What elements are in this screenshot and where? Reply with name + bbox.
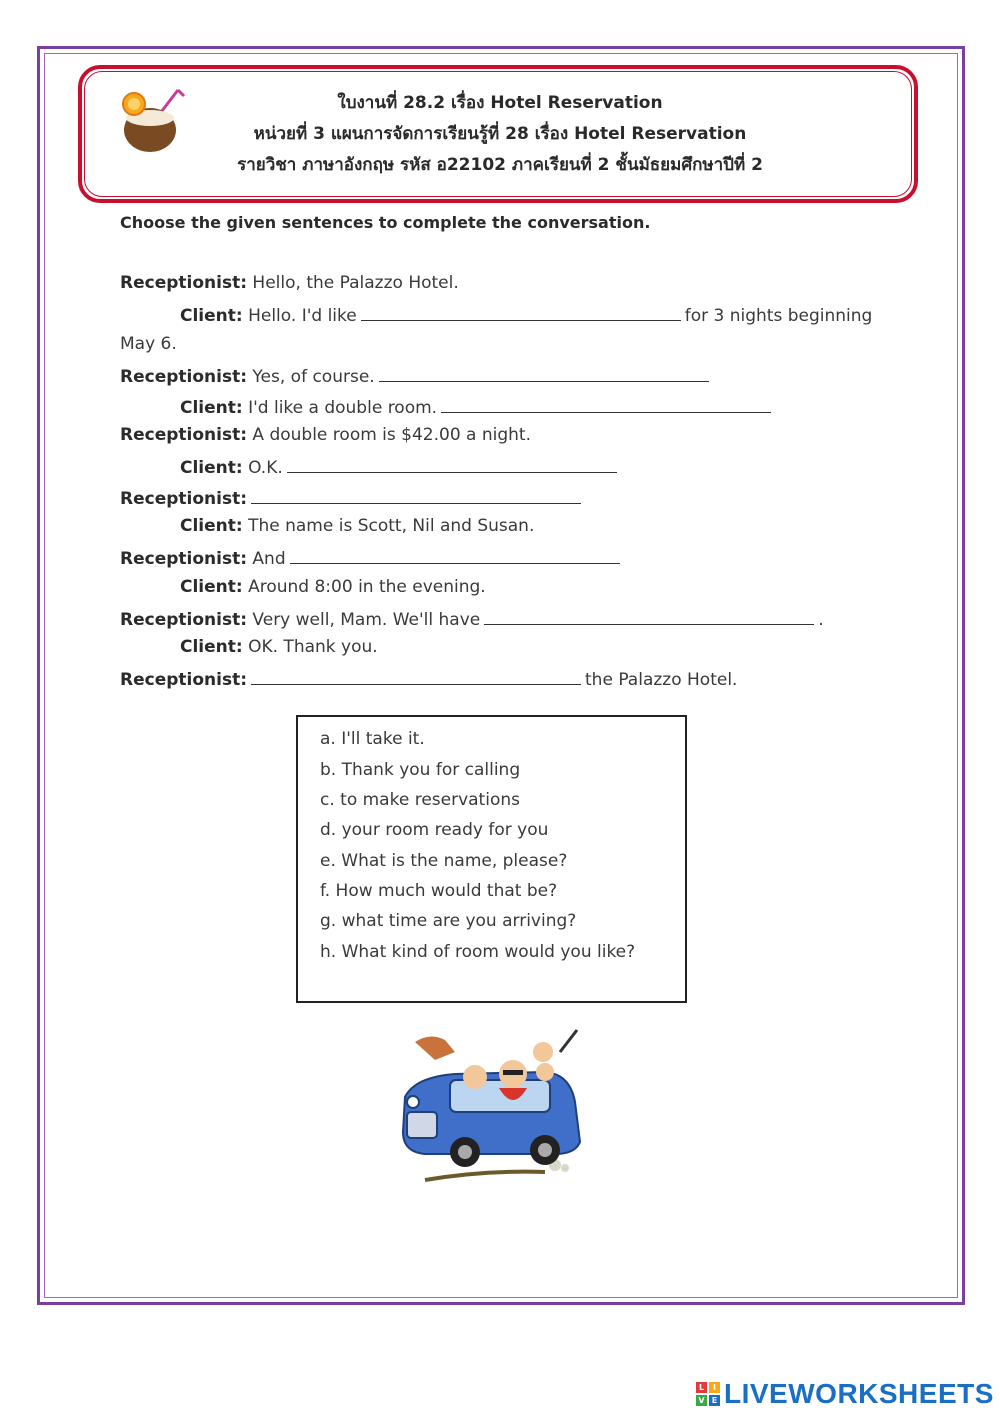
dialogue-text: Hello, the Palazzo Hotel. <box>252 273 459 293</box>
dialogue-line-2 <box>180 303 872 326</box>
answer-blank[interactable] <box>251 667 581 685</box>
speaker: Client: <box>180 398 243 418</box>
option-g: g. what time are you arriving? <box>320 911 577 931</box>
speaker: Receptionist: <box>120 549 248 569</box>
logo-text: LIVEWORKSHEETS <box>724 1378 994 1409</box>
answer-blank[interactable] <box>484 607 814 625</box>
logo-grid-icon <box>696 1382 720 1406</box>
header-line-3: รายวิชา ภาษาอังกฤษ รหัส อ22102 ภาคเรียนที่ 2 ชั้นมัธยมศึกษาปีที่ 2 <box>237 155 763 175</box>
header-line-2: หน่วยที่ 3 แผนการจัดการเรียนรู้ที่ 28 เรื่อง Hotel Reservation <box>253 124 747 144</box>
speaker: Client: <box>180 458 243 478</box>
option-f: f. How much would that be? <box>320 881 558 901</box>
dialogue-line-11 <box>120 607 824 630</box>
dialogue-line-10 <box>180 577 486 597</box>
family-car-illustration <box>395 1022 595 1187</box>
coconut-drink-icon <box>118 86 188 156</box>
dialogue-text: O.K. <box>248 458 283 478</box>
speaker: Receptionist: <box>120 489 248 509</box>
dialogue-line-9 <box>120 546 624 569</box>
dialogue-text: May 6. <box>120 334 177 354</box>
speaker: Receptionist: <box>120 610 248 630</box>
liveworksheets-logo <box>696 1376 994 1412</box>
option-h: h. What kind of room would you like? <box>320 942 636 962</box>
option-a: a. I'll take it. <box>320 729 425 749</box>
answer-blank[interactable] <box>251 486 581 504</box>
speaker: Client: <box>180 516 243 536</box>
dialogue-text: The name is Scott, Nil and Susan. <box>248 516 535 536</box>
dialogue-line-12 <box>180 637 378 657</box>
dialogue-continuation <box>120 334 177 354</box>
dialogue-text: Hello. I'd like <box>248 306 357 326</box>
header-line-1: ใบงานที่ 28.2 เรื่อง Hotel Reservation <box>337 93 663 113</box>
speaker: Client: <box>180 577 243 597</box>
dialogue-text: Around 8:00 in the evening. <box>248 577 486 597</box>
option-e: e. What is the name, please? <box>320 851 568 871</box>
answer-blank[interactable] <box>441 395 771 413</box>
dialogue-text: I'd like a double room. <box>248 398 438 418</box>
answer-blank[interactable] <box>287 455 617 473</box>
speaker: Receptionist: <box>120 273 248 293</box>
answer-blank[interactable] <box>379 364 709 382</box>
dialogue-text: And <box>252 549 286 569</box>
speaker: Receptionist: <box>120 367 248 387</box>
dialogue-line-5 <box>120 425 531 445</box>
dialogue-line-6 <box>180 455 621 478</box>
dialogue-text: the Palazzo Hotel. <box>585 670 738 690</box>
answer-blank[interactable] <box>290 546 620 564</box>
dialogue-line-3 <box>120 364 713 387</box>
option-b: b. Thank you for calling <box>320 760 521 780</box>
dialogue-text: A double room is $42.00 a night. <box>252 425 532 445</box>
dialogue-line-4 <box>180 395 775 418</box>
dialogue-text: for 3 nights beginning <box>684 306 873 326</box>
dialogue-text: Very well, Mam. We'll have <box>252 610 481 630</box>
speaker: Receptionist: <box>120 670 248 690</box>
speaker: Client: <box>180 637 243 657</box>
logo-cell: I <box>709 1382 720 1393</box>
dialogue-line-1 <box>120 273 459 293</box>
dialogue-text: Yes, of course. <box>252 367 375 387</box>
instruction: Choose the given sentences to complete the conversation. <box>120 213 651 232</box>
logo-cell: L <box>696 1382 707 1393</box>
speaker: Client: <box>180 306 243 326</box>
dialogue-line-13 <box>120 667 737 690</box>
logo-cell: E <box>709 1395 720 1406</box>
dialogue-line-8 <box>180 516 534 536</box>
dialogue-text: OK. Thank you. <box>248 637 378 657</box>
option-d: d. your room ready for you <box>320 820 549 840</box>
dialogue-text: . <box>818 610 824 630</box>
answer-blank[interactable] <box>361 303 681 321</box>
option-c: c. to make reservations <box>320 790 520 810</box>
logo-cell: V <box>696 1395 707 1406</box>
dialogue-line-7 <box>120 486 585 509</box>
speaker: Receptionist: <box>120 425 248 445</box>
header-title <box>180 88 820 181</box>
